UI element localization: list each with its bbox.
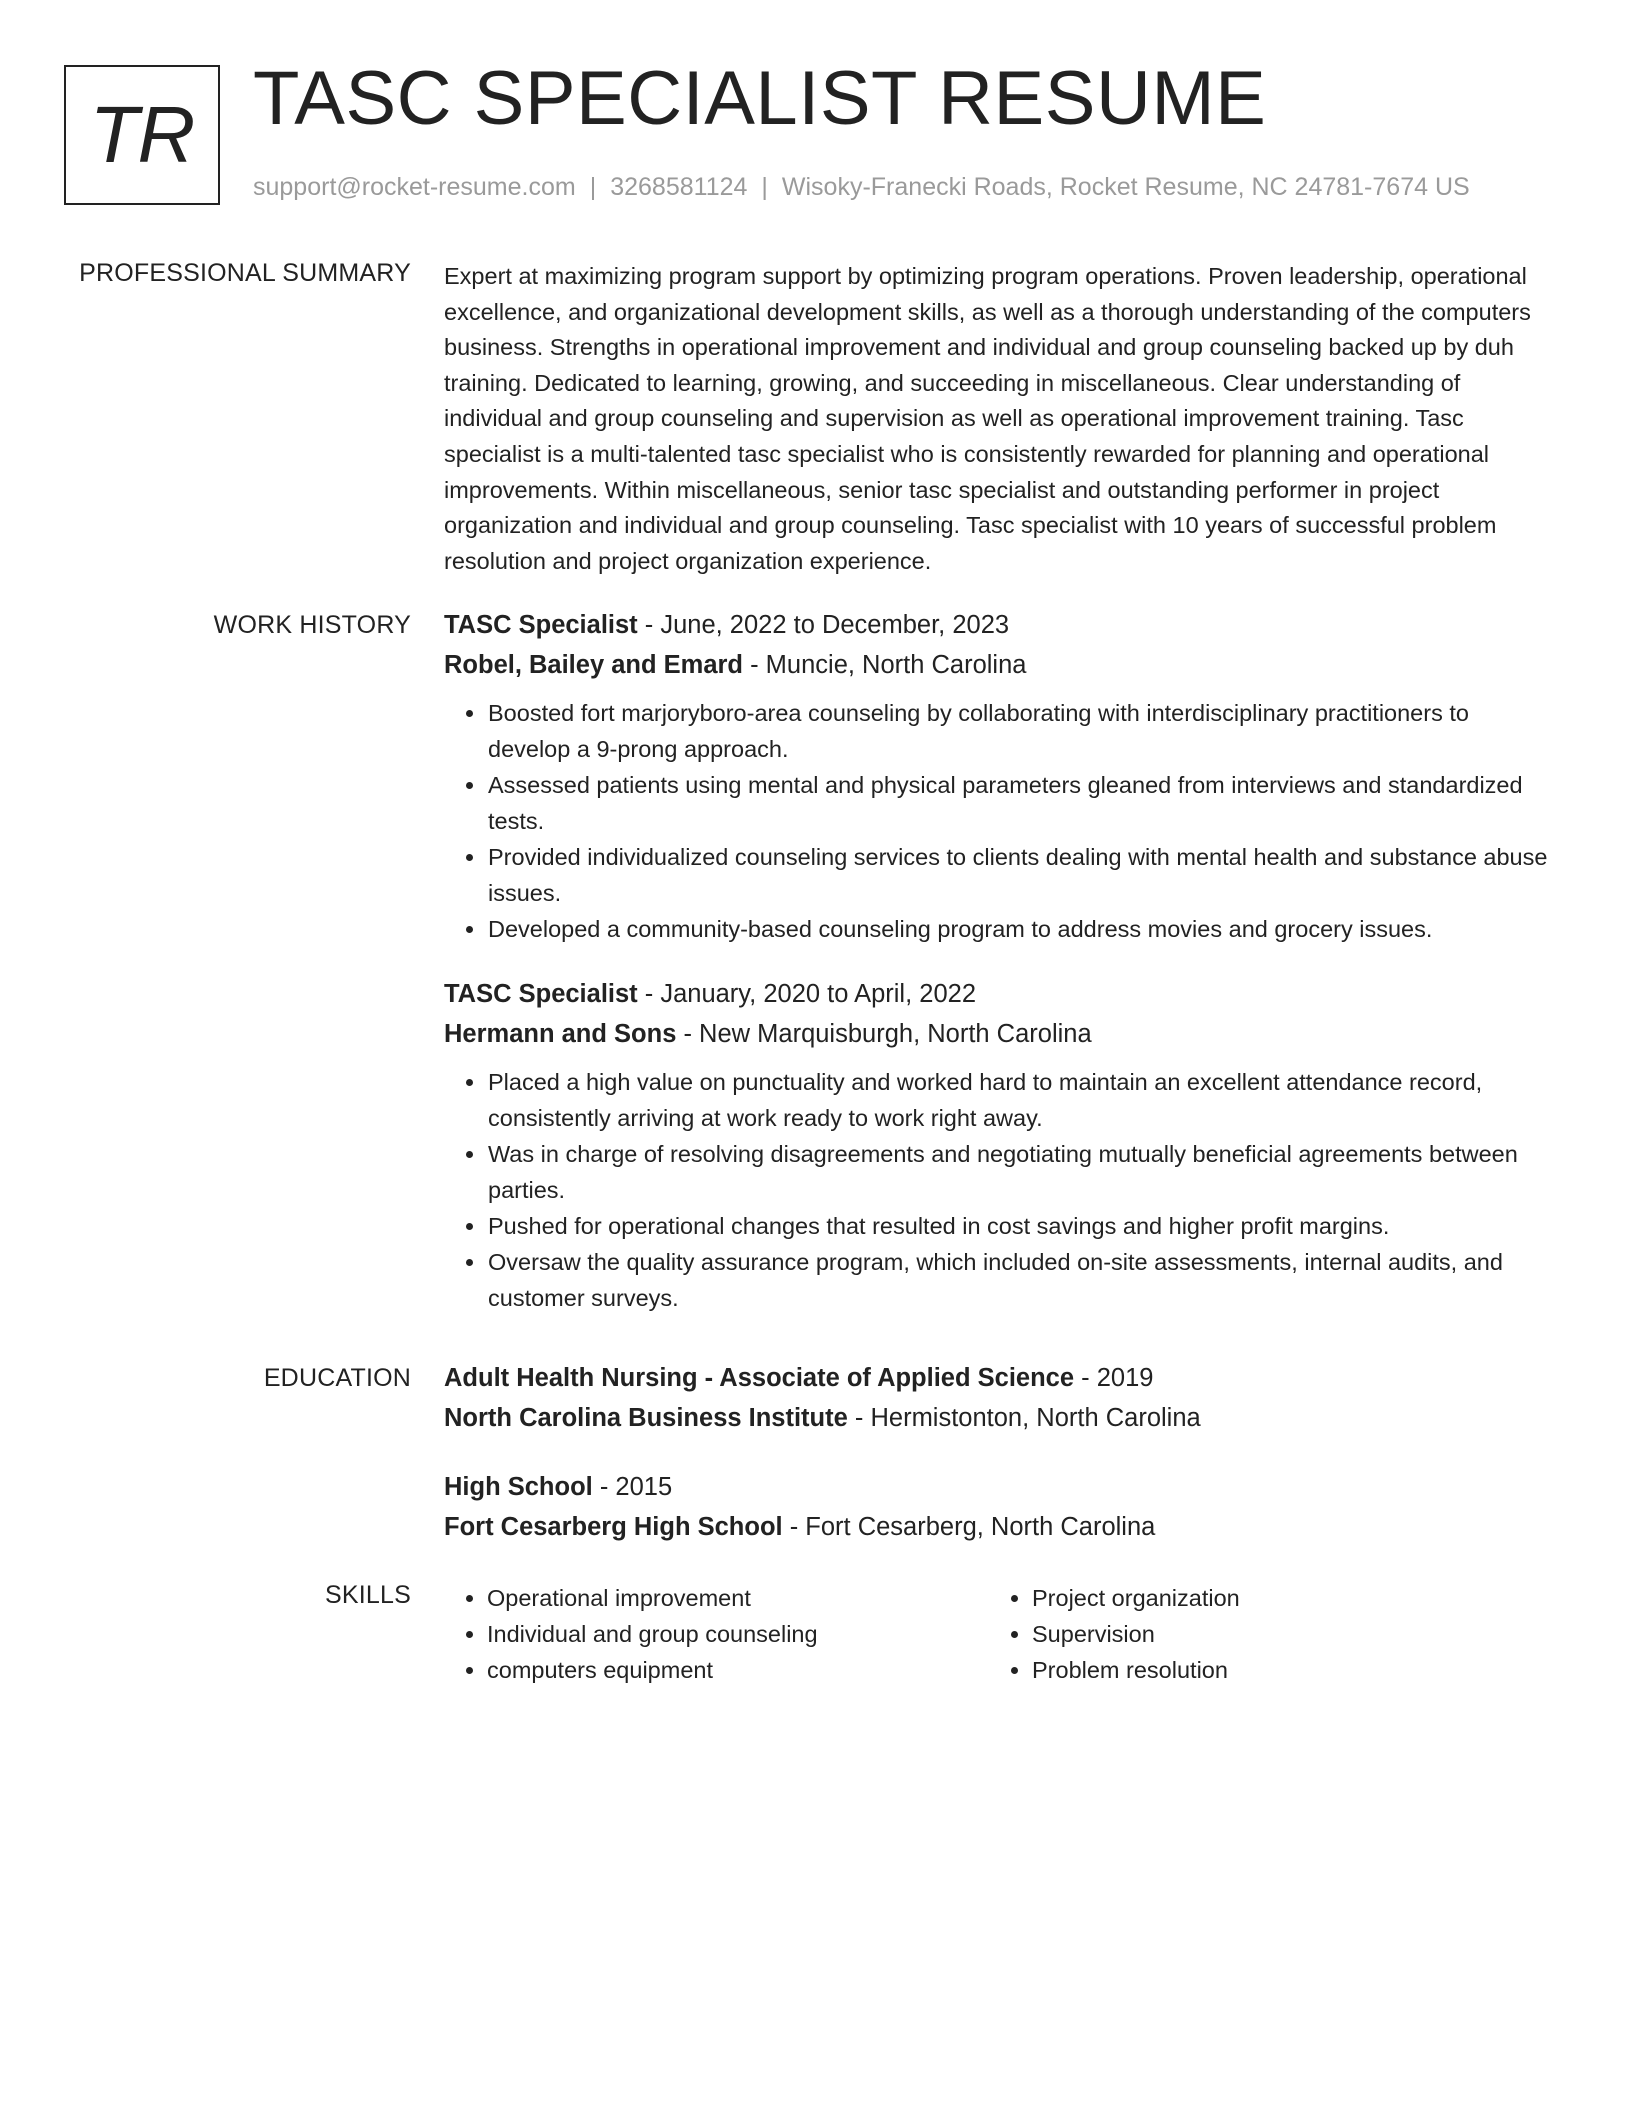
skill-item: • Problem resolution (1032, 1652, 1534, 1688)
summary-text: Expert at maximizing program support by optimizing program operations. Proven leadership, operational excellence, and organizational development skills, as well as a thorough understanding of the computers business. Strengths in operational improvement and individual and group counseling backed up by duh training. Dedicated to learning, growing, and succeeding in miscellaneous. Clear understanding of individual and group counseling and supervision as well as operational improvement training. Tasc specialist is a multi-talented tasc specialist who is consistently rewarded for planning and operational improvements. Within miscellaneous, senior tasc specialist and outstanding performer in project organization and individual and group counseling. Tasc specialist with 10 years of successful problem resolution and project organization experience. (444, 263, 1531, 574)
job-title-line (444, 605, 1554, 645)
skill-item: • Supervision (1032, 1616, 1534, 1652)
contact-address: Wisoky-Franecki Roads, Rocket Resume, NC 24781-7674 US (781, 173, 1470, 201)
education-heading: EDUCATION (263, 1364, 411, 1392)
page-title: TASC SPECIALIST RESUME (253, 56, 1267, 141)
job-entry (444, 974, 1554, 1316)
job-title: TASC Specialist (444, 980, 638, 1008)
monogram-logo: TR (64, 65, 220, 205)
job-title: TASC Specialist (444, 611, 638, 639)
skill-item: • Project organization (1032, 1580, 1534, 1616)
education-degree: High School (444, 1473, 593, 1501)
education-year: - 2015 (592, 1473, 673, 1501)
education-degree-line (444, 1358, 1554, 1398)
education-degree-line (444, 1467, 1554, 1507)
skill-item: • Operational improvement (487, 1580, 989, 1616)
job-bullet: • Was in charge of resolving disagreements and negotiating mutually beneficial agreements between parties. (487, 1136, 1554, 1208)
job-company: Robel, Bailey and Emard (444, 651, 744, 679)
summary-heading: PROFESSIONAL SUMMARY (79, 259, 411, 287)
job-dates: - June, 2022 to December, 2023 (637, 611, 1010, 639)
summary-body (444, 259, 1554, 579)
skills-list-left (444, 1580, 989, 1688)
job-bullet: • Placed a high value on punctuality and worked hard to maintain an excellent attendance record, consistently arriving at work ready to work right away. (487, 1064, 1554, 1136)
education-location: - Fort Cesarberg, North Carolina (782, 1513, 1156, 1541)
contact-email: support@rocket-resume.com (253, 173, 576, 201)
work-history-body (444, 605, 1554, 1316)
contact-separator: | (589, 173, 597, 201)
contact-phone: 3268581124 (610, 173, 748, 201)
contact-separator: | (761, 173, 768, 201)
skill-item: • computers equipment (487, 1652, 989, 1688)
job-bullet: • Developed a community-based counseling program to address movies and grocery issues. (487, 911, 1554, 947)
education-entry (444, 1467, 1554, 1547)
job-bullets (444, 695, 1554, 947)
skills-heading: SKILLS (325, 1581, 411, 1609)
contact-line (253, 173, 1470, 202)
education-school-line (444, 1398, 1554, 1438)
work-history-heading: WORK HISTORY (213, 611, 411, 639)
job-company-line (444, 1014, 1554, 1054)
job-bullet: • Provided individualized counseling services to clients dealing with mental health and substance abuse issues. (487, 839, 1554, 911)
job-company: Hermann and Sons (444, 1020, 677, 1048)
education-year: - 2019 (1074, 1364, 1154, 1392)
education-degree: Adult Health Nursing - Associate of Applied Science (444, 1364, 1075, 1392)
job-dates: - January, 2020 to April, 2022 (637, 980, 976, 1008)
skill-item: • Individual and group counseling (487, 1616, 989, 1652)
job-bullet: • Boosted fort marjoryboro-area counseling by collaborating with interdisciplinary practitioners to develop a 9-prong approach. (487, 695, 1554, 767)
education-school-line (444, 1507, 1554, 1547)
education-entry (444, 1358, 1554, 1438)
job-bullet: • Assessed patients using mental and physical parameters gleaned from interviews and standardized tests. (487, 767, 1554, 839)
education-school: Fort Cesarberg High School (444, 1513, 783, 1541)
job-entry (444, 605, 1554, 947)
education-school: North Carolina Business Institute (444, 1404, 848, 1432)
job-title-line (444, 974, 1554, 1014)
job-bullet: • Oversaw the quality assurance program, which included on-site assessments, internal audits, and customer surveys. (487, 1244, 1554, 1316)
job-company-line (444, 645, 1554, 685)
job-bullets (444, 1064, 1554, 1316)
job-location: - Muncie, North Carolina (743, 651, 1027, 679)
job-bullet: • Pushed for operational changes that resulted in cost savings and higher profit margins. (487, 1208, 1554, 1244)
skills-list-right (989, 1580, 1534, 1688)
skills-body (444, 1580, 1554, 1688)
education-location: - Hermistonton, North Carolina (847, 1404, 1201, 1432)
education-body (444, 1358, 1554, 1547)
skills-columns (444, 1580, 1554, 1688)
job-location: - New Marquisburgh, North Carolina (676, 1020, 1092, 1048)
